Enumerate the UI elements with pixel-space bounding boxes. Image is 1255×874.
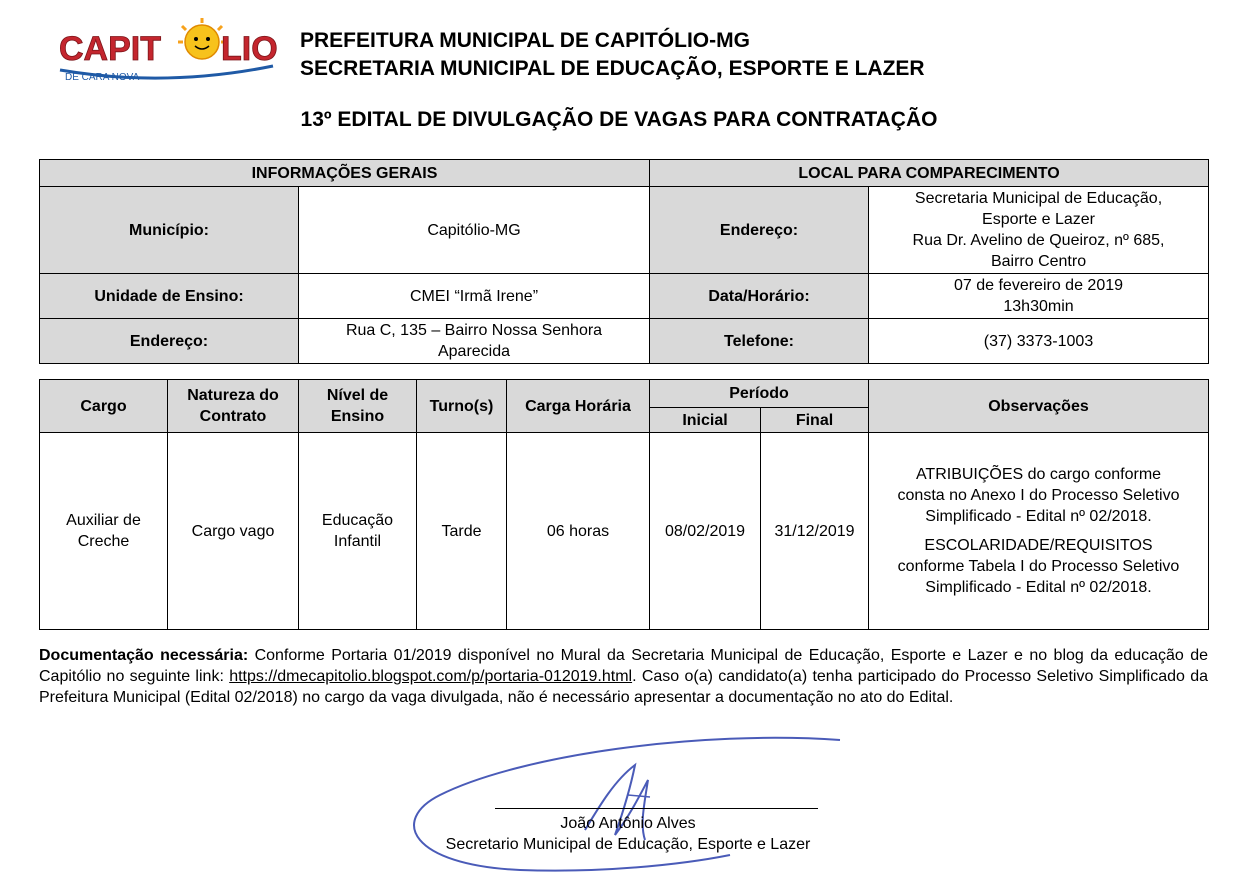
col-carga: Carga Horária xyxy=(507,380,650,433)
col-inicial: Inicial xyxy=(650,408,761,433)
municipio-label: Município: xyxy=(40,187,299,274)
cell-natureza: Cargo vago xyxy=(168,433,299,630)
col-nivel-line2: Ensino xyxy=(330,408,385,425)
cell-cargo xyxy=(40,433,168,630)
logo-text-lio: LIO xyxy=(221,30,278,68)
logo-text-capit: CAPIT xyxy=(59,30,161,68)
data-horario-label: Data/Horário: xyxy=(650,274,869,319)
signature-block xyxy=(300,813,956,855)
header-secretaria: SECRETARIA MUNICIPAL DE EDUCAÇÃO, ESPORTE E LAZER xyxy=(300,57,925,80)
portaria-link[interactable]: https://dmecapitolio.blogspot.com/p/portaria-012019.html xyxy=(229,668,633,685)
endereco-local-line4: Bairro Centro xyxy=(990,253,1087,270)
cell-final: 31/12/2019 xyxy=(761,433,869,630)
cell-inicial: 08/02/2019 xyxy=(650,433,761,630)
col-observacoes: Observações xyxy=(869,380,1209,433)
documentation-text2: . Caso o(a) candidato(a) tenha participado do Processo Seletivo Simplificado da Prefeitura Municipal (Edital 02/2018) no cargo da vaga divulgada, não é necessário apresentar a documentação no ato do Edital. xyxy=(39,668,1209,706)
col-natureza xyxy=(168,380,299,433)
col-nivel xyxy=(299,380,417,433)
documentation-text1: Conforme Portaria 01/2019 disponível no Mural da Secretaria Municipal de Educação, Esporte e Lazer e no blog da educação de Capitólio no seguinte link: xyxy=(39,647,1208,685)
col-cargo: Cargo xyxy=(40,380,168,433)
cell-nivel xyxy=(299,433,417,630)
vacancy-table xyxy=(39,379,1209,630)
obs-escolaridade: ESCOLARIDADE/REQUISITOS conforme Tabela I do Processo Seletivo Simplificado - Edital nº 02/2018. xyxy=(897,537,1180,596)
col-turno: Turno(s) xyxy=(417,380,507,433)
endereco-line1: Rua C, 135 – Bairro Nossa Senhora xyxy=(345,322,603,339)
endereco-local-label: Endereço: xyxy=(650,187,869,274)
telefone-label: Telefone: xyxy=(650,319,869,364)
cell-observacoes xyxy=(869,433,1209,630)
sun-icon xyxy=(178,18,226,59)
col-natureza-line1: Natureza do xyxy=(187,387,279,404)
unidade-value: CMEI “Irmã Irene” xyxy=(299,274,650,319)
data-line: 07 de fevereiro de 2019 xyxy=(954,277,1124,294)
general-info-table xyxy=(39,159,1209,364)
endereco-local-value xyxy=(869,187,1209,274)
endereco-local-line1: Secretaria Municipal de Educação, xyxy=(914,190,1163,207)
cell-turno: Tarde xyxy=(417,433,507,630)
endereco-label: Endereço: xyxy=(40,319,299,364)
cell-nivel-line2: Infantil xyxy=(333,533,382,550)
signatory-name: João Antônio Alves xyxy=(560,815,696,832)
endereco-local-line3: Rua Dr. Avelino de Queiroz, nº 685, xyxy=(912,232,1165,249)
documentation-paragraph xyxy=(39,645,1208,708)
capitolio-logo xyxy=(55,18,280,88)
table-row xyxy=(40,433,1209,630)
obs-atribuicoes: ATRIBUIÇÕES do cargo conforme consta no Anexo I do Processo Seletivo Simplificado - Edital nº 02/2018. xyxy=(897,466,1180,525)
cell-carga: 06 horas xyxy=(507,433,650,630)
header-prefeitura: PREFEITURA MUNICIPAL DE CAPITÓLIO-MG xyxy=(300,29,750,52)
endereco-line2: Aparecida xyxy=(437,343,511,360)
cell-cargo-line2: Creche xyxy=(77,533,130,550)
col-nivel-line1: Nível de xyxy=(326,387,389,404)
cell-nivel-line1: Educação xyxy=(321,512,394,529)
logo-subtitle: DE CARA NOVA xyxy=(65,72,140,83)
col-natureza-line2: Contrato xyxy=(199,408,267,425)
telefone-value: (37) 3373-1003 xyxy=(869,319,1209,364)
documentation-label: Documentação necessária: xyxy=(39,647,249,664)
col-periodo: Período xyxy=(650,380,869,408)
col-final: Final xyxy=(761,408,869,433)
signature-line xyxy=(495,808,818,809)
signatory-role: Secretario Municipal de Educação, Esporte e Lazer xyxy=(445,836,811,853)
document-header xyxy=(300,27,925,83)
municipio-value: Capitólio-MG xyxy=(299,187,650,274)
edital-title: 13º EDITAL DE DIVULGAÇÃO DE VAGAS PARA CONTRATAÇÃO xyxy=(300,108,938,131)
info-header-left: INFORMAÇÕES GERAIS xyxy=(40,160,650,187)
cell-cargo-line1: Auxiliar de xyxy=(66,512,141,529)
horario-line: 13h30min xyxy=(1003,298,1074,315)
endereco-local-line2: Esporte e Lazer xyxy=(982,211,1095,228)
endereco-value xyxy=(299,319,650,364)
data-horario-value xyxy=(869,274,1209,319)
unidade-label: Unidade de Ensino: xyxy=(40,274,299,319)
info-header-right: LOCAL PARA COMPARECIMENTO xyxy=(650,160,1209,187)
